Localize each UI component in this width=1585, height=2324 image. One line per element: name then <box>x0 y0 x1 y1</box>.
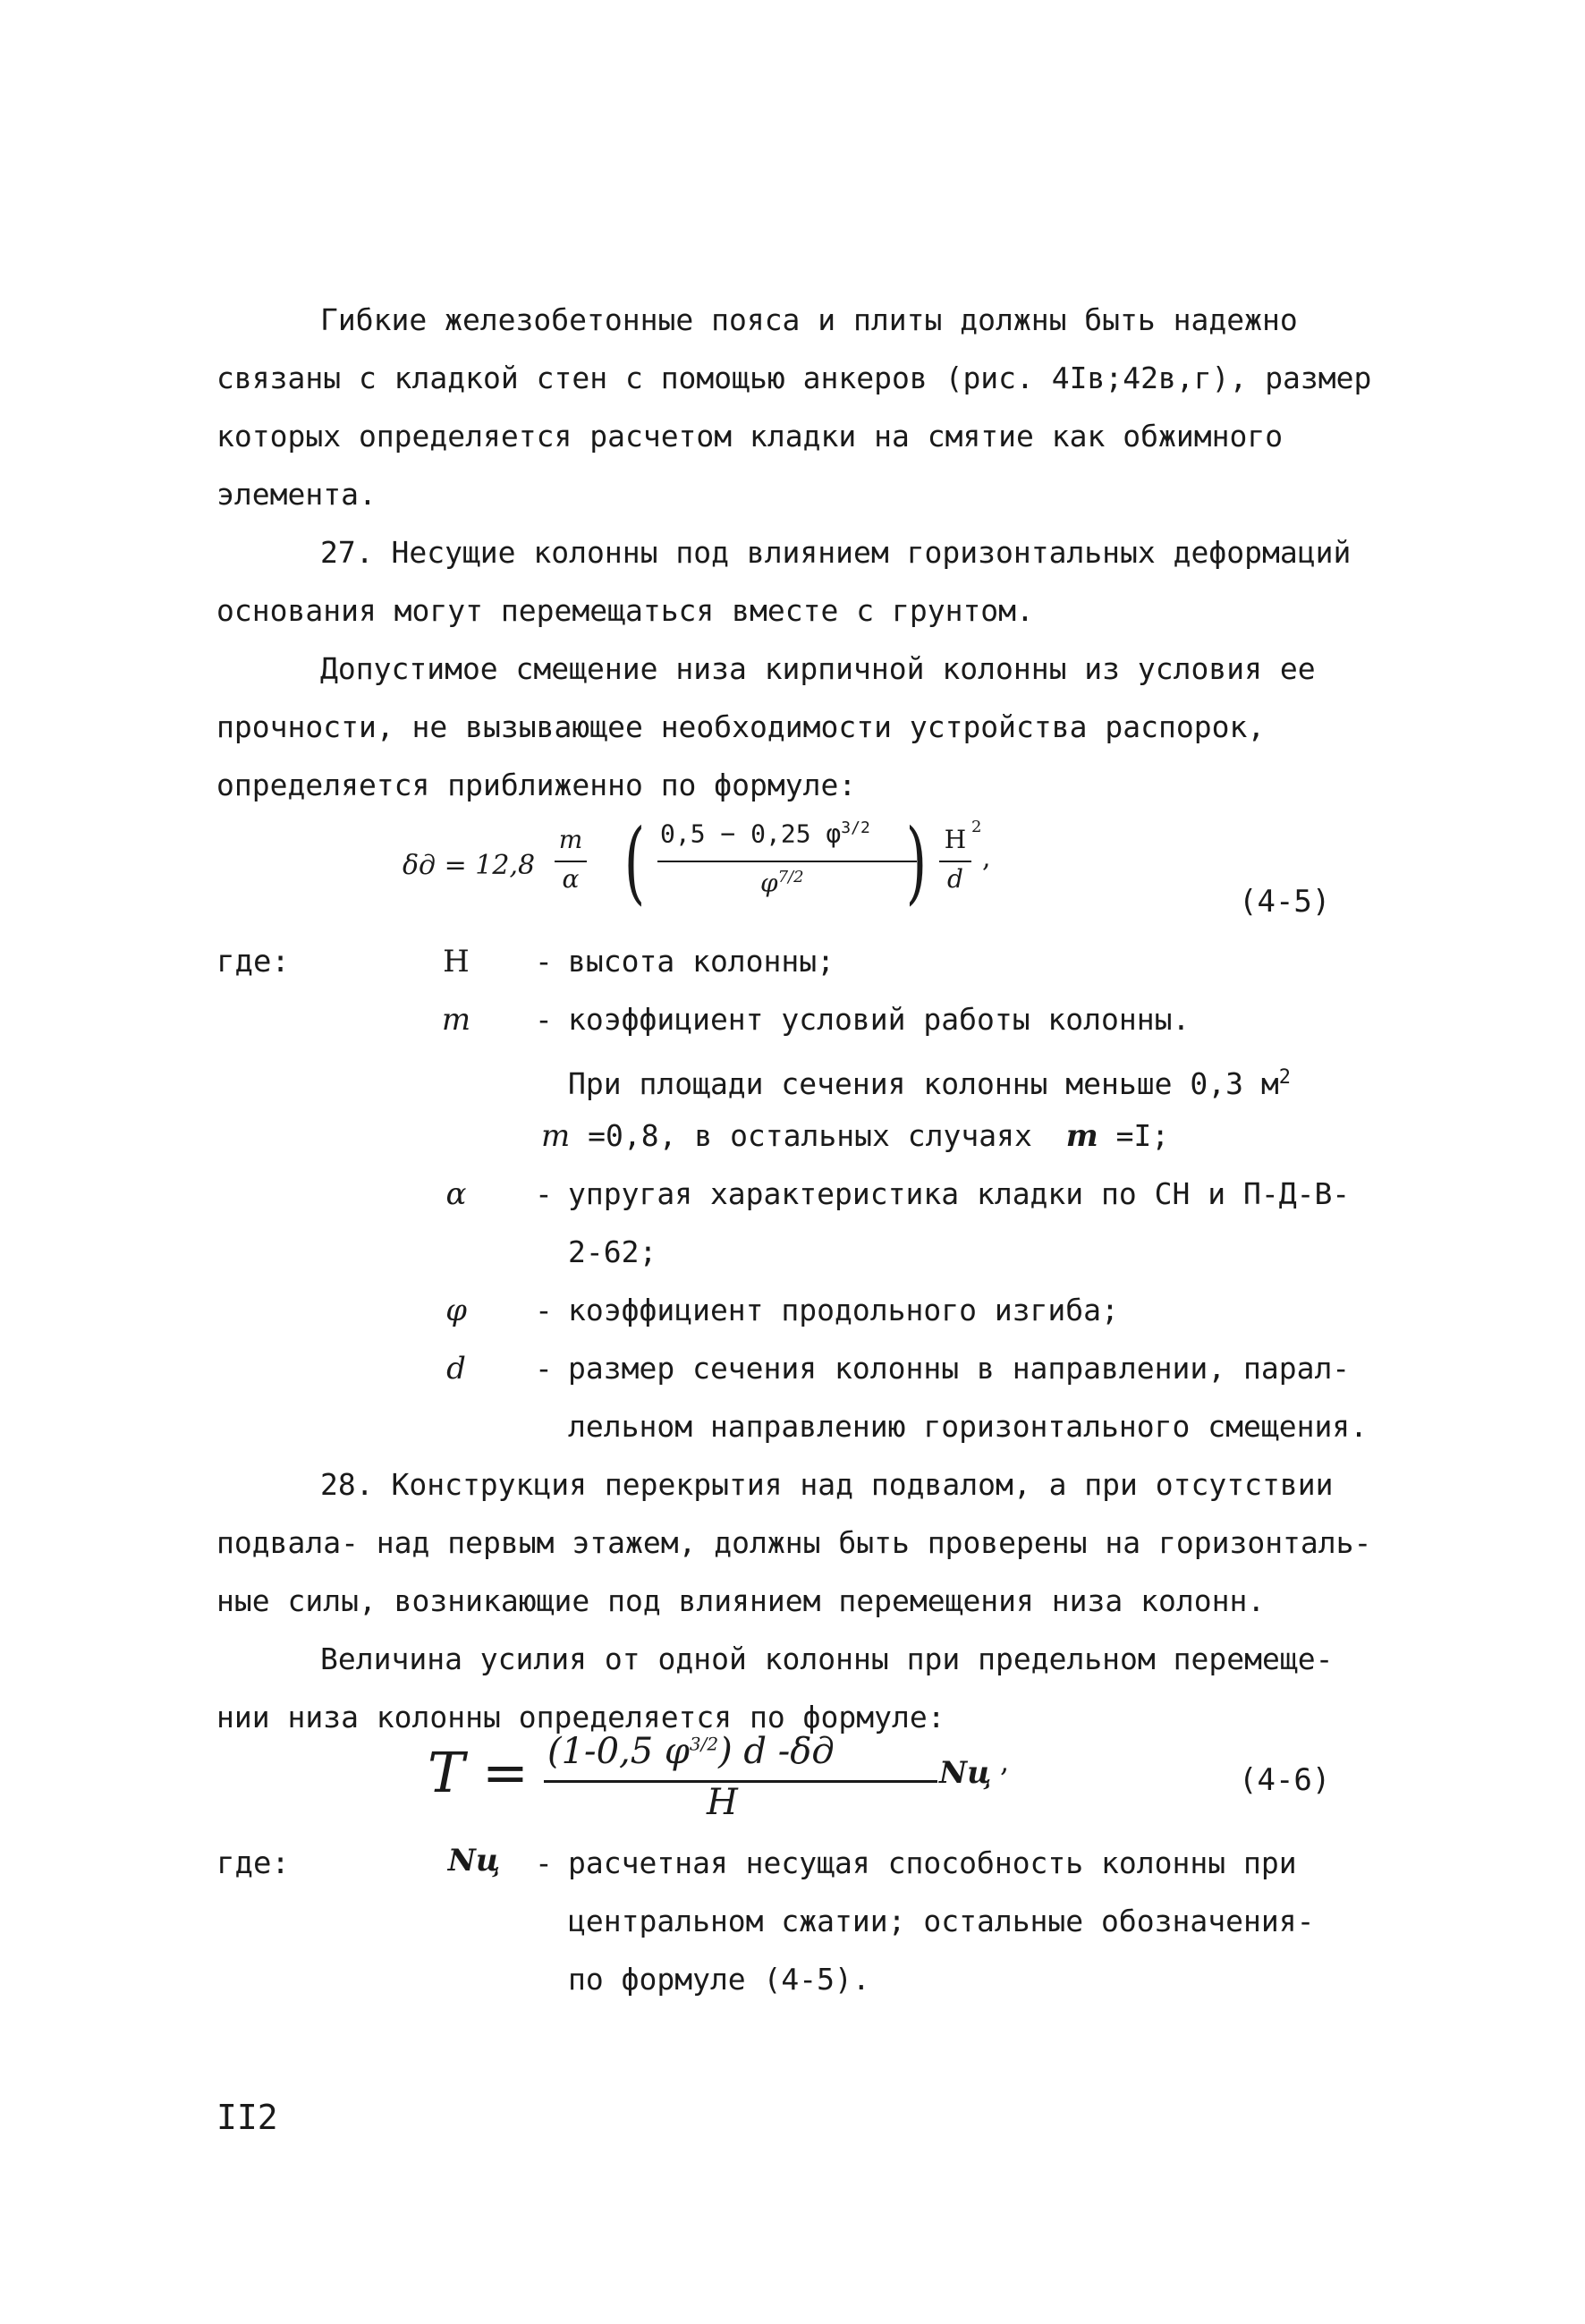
paragraph-line: подвала- над первым этажем, должны быть проверены на горизонталь- <box>216 1525 1372 1560</box>
legend-note <box>541 1118 1169 1154</box>
paragraph-line: Допустимое смещение низа кирпичной колонны из условия ее <box>320 651 1316 686</box>
paragraph-line: основания могут перемещаться вместе с грунтом. <box>216 593 1034 628</box>
legend-dash: - <box>535 1351 553 1386</box>
h-exponent: 2 <box>971 818 982 836</box>
legend-dash: - <box>535 1293 553 1327</box>
fraction-bar <box>657 861 917 862</box>
legend-continuation: по формуле (4-5). <box>568 1962 870 1997</box>
legend-description: высота колонны; <box>568 944 835 979</box>
legend-dash: - <box>535 1176 553 1211</box>
legend-continuation: 2-62; <box>568 1234 657 1269</box>
legend-symbol: m <box>441 1002 471 1038</box>
h-symbol: H <box>944 825 967 854</box>
fraction-m-denominator: α <box>562 864 580 894</box>
numerator-exponent: 3/2 <box>841 818 870 837</box>
legend-symbol: d <box>446 1351 466 1387</box>
paragraph-line: 27. Несущие колонны под влиянием горизонтальных деформаций <box>320 535 1352 570</box>
fraction-numerator <box>547 1731 835 1772</box>
legend-symbol: H <box>443 944 470 980</box>
numerator-text: (1-0,5 φ <box>547 1731 690 1772</box>
paragraph-line: прочности, не вызывающее необходимости устройства распорок, <box>216 709 1266 744</box>
numerator-rest: ) d -δд <box>718 1731 835 1772</box>
legend-continuation: центральном сжатии; остальные обозначения- <box>568 1904 1315 1938</box>
fraction-numerator <box>660 818 870 848</box>
right-paren: ) <box>905 810 928 914</box>
legend-symbol: φ <box>445 1293 467 1328</box>
fraction-bar <box>544 1780 937 1783</box>
fraction-bar <box>555 861 587 862</box>
legend-dash: - <box>535 1845 553 1880</box>
paragraph-line: которых определяется расчетом кладки на смятие как обжимного <box>216 419 1284 454</box>
paragraph-line: ные силы, возникающие под влиянием перемещения низа колонн. <box>216 1583 1266 1618</box>
legend-dash: - <box>535 944 553 979</box>
note-text: =0,8, в остальных случаях <box>588 1118 1032 1153</box>
note-exponent: 2 <box>1278 1066 1291 1089</box>
left-paren: ( <box>623 810 646 914</box>
legend-symbol: α <box>445 1176 467 1212</box>
legend-description: упругая характеристика кладки по СН и П-Д-В- <box>568 1176 1351 1211</box>
paragraph-line: элемента. <box>216 477 377 512</box>
fraction-denominator <box>760 868 804 897</box>
legend-description: коэффициент продольного изгиба; <box>568 1293 1119 1327</box>
paragraph-line: Гибкие железобетонные пояса и плиты должны быть надежно <box>320 302 1298 337</box>
fraction-h-numerator <box>937 818 982 854</box>
paragraph-line: Величина усилия от одной колонны при предельном перемеще- <box>320 1641 1334 1676</box>
denominator-text: φ <box>760 868 778 898</box>
paragraph-line: связаны с кладкой стен с помощью анкеров (рис. 4Iв;42в,г), размер <box>216 360 1372 395</box>
m-symbol: m <box>1065 1118 1098 1154</box>
paragraph-line: нии низа колонны определяется по формуле: <box>216 1700 945 1735</box>
paragraph-line: определяется приближенно по формуле: <box>216 768 857 802</box>
equation-number: (4-6) <box>1239 1762 1331 1798</box>
where-label: где: <box>216 944 290 980</box>
note-text: При площади сечения колонны меньше 0,3 м <box>568 1066 1279 1101</box>
note-text: =I; <box>1115 1118 1170 1153</box>
where-label: где: <box>216 1845 290 1881</box>
legend-description: расчетная несущая способность колонны при <box>568 1845 1297 1880</box>
legend-description: коэффициент условий работы колонны. <box>568 1002 1191 1037</box>
equation-number: (4-5) <box>1239 884 1331 920</box>
legend-description: размер сечения колонны в направлении, парал- <box>568 1351 1351 1386</box>
formula-comma: , <box>1000 1744 1010 1778</box>
fraction-h-denominator: d <box>947 864 963 894</box>
paragraph-line: 28. Конструкция перекрытия над подвалом, а при отсутствии <box>320 1467 1334 1502</box>
fraction-m-numerator: m <box>558 825 583 854</box>
legend-symbol: Nц <box>447 1843 501 1879</box>
legend-continuation: лельном направлению горизонтального смещения. <box>568 1409 1369 1444</box>
formula-lhs: T = <box>428 1740 530 1805</box>
denominator-exponent: 7/2 <box>777 868 804 886</box>
numerator-exponent: 3/2 <box>689 1733 719 1755</box>
numerator-text: 0,5 − 0,25 φ <box>660 818 842 849</box>
legend-note <box>568 1060 1291 1102</box>
legend-dash: - <box>535 1002 553 1037</box>
formula-lhs: δд = 12,8 <box>403 850 536 881</box>
formula-comma: , <box>982 843 991 874</box>
m-symbol: m <box>541 1118 571 1154</box>
fraction-denominator: H <box>707 1782 738 1823</box>
page-number: II2 <box>216 2098 278 2137</box>
formula-multiplier: Nц <box>939 1755 992 1791</box>
fraction-bar <box>939 861 971 862</box>
